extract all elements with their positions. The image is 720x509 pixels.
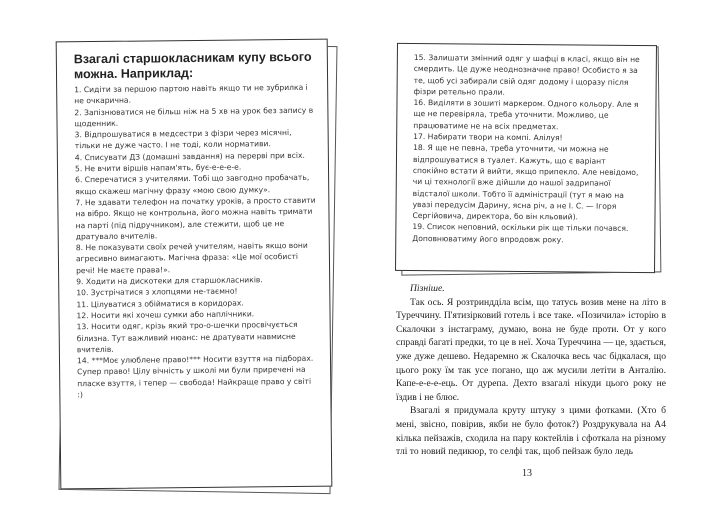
list-item: 9. Ходити на дискотеки для старшокласників. — [76, 275, 263, 287]
right-notebook-sheet — [395, 43, 657, 273]
book-prose — [396, 282, 666, 459]
list-item: 14. ***Моє улюблене право!*** Носити взуття на підборах. Супер право! Цілу вічність у школі ми були приречені на пласке взуття, і тепер — свобода! Найкраще право у світі :) — [76, 353, 314, 400]
list-item: 3. Відпрошуватися в медсестри з фізри через місячні, тільки не дуже часто. І не тоді, коли нормативи. — [74, 128, 292, 151]
list-item: 2. Запізнюватися не більш ніж на 5 хв на урок без запису в щоденник. — [74, 105, 314, 129]
list-item: 17. Набирати твори на компі. Алілуя! — [413, 132, 563, 143]
page-number: 13 — [522, 468, 532, 479]
list-item: 7. Не здавати телефон на початку уроків, а просто ставити на вібро. Якщо не контрольна, його можна навіть тримати на парті (під підручником), але стежити, щоб це не дратувало вчителів. — [75, 195, 316, 242]
list-item: 10. Зустрічатися з хлопцями не-таємно! — [76, 286, 238, 298]
list-item: 4. Списувати ДЗ (домашні завдання) на перерві при всіх. — [74, 150, 305, 163]
left-notebook-sheet — [56, 39, 333, 490]
list-item: 19. Список неповний, оскільки рік ще тільки почався. Доповнюватиму його впродовж року. — [412, 222, 629, 245]
list-item: 5. Не вчити віршів напам'ять, бує-е-е-е-е. — [74, 162, 242, 174]
later-label: Пізніше. — [410, 283, 445, 294]
prose-paragraph: Так ось. Я розтриндділа всім, що татусь возив мене на літо в Туреччину. П'ятизірковий готель і все таке. «Позичила» історію в Скалочки з інстаграму, думаю, вона не буде проти. От у кого справді багаті предки, то це в неї. Хоча Туреччина — це, здається, уже дуже дешево. Недаремно ж Скалочка весь час бідкалася, що цього року їм так усе погано, що аж мусили летіти в Анталію. Капе-е-е-е-ець. От дурепа. Дехто взагалі нікуди цього року не їздив і не блює. — [396, 296, 667, 403]
rights-list-left — [74, 82, 318, 401]
list-item: 1. Сидіти за першою партою навіть якщо ти не зубрилка і не очкарична. — [74, 82, 308, 106]
list-item: 12. Носити які хочеш сумки або наплічники. — [76, 309, 255, 321]
list-item: 13. Носити одяг, крізь який тро-о-шечки просвічується білизна. Тут важливий нюанс: не дратувати навмисне вчителів. — [76, 320, 298, 355]
list-item: 8. Не показувати своїх речей учителям, навіть якщо вони агресивно вимагають. Магічна фраза: «Це мої особисті речі! Не маєте права!». — [75, 240, 308, 275]
note-heading: Взагалі старшокласникам купу всього можна. Наприклад: — [73, 49, 312, 82]
list-item: 11. Цілуватися з обійматися в коридорах. — [76, 298, 244, 309]
list-item: 16. Виділяти в зошиті маркером. Одного кольору. Але я ще не перевіряла, треба уточнити. Можливо, це працюватиме не на всіх предметах. — [413, 98, 639, 132]
list-item: 6. Сперечатися з учителями. Тобі що завгодно пробачать, якщо скажеш магічну фразу «мою свою думку». — [75, 173, 310, 196]
prose-paragraph: Взагалі я придумала круту штуку з цими фотками. (Хто б мені, звісно, повірив, якби не було фоток?) Роздрукувала на А4 кілька пейзажів, сходила на пару коктейлів і сфоткала на різному тлі то новий педикюр, то селфі так, щоб пейзаж було ледь — [396, 405, 666, 458]
list-item: 15. Залишати змінний одяг у шафці в класі, якщо він не смердить. Це дуже неоднозначне право! Особисто я за те, щоб усі забирали свій одяг додому і щоразу після фізри ретельно прали. — [413, 53, 640, 97]
list-item: 18. Я ще не певна, треба уточнити, чи можна не відпрошуватися в туалет. Кажуть, що є варіант спокійно встати й вийти, якщо припекло. Але невідомо, чи ці технології вже дійшли до нашої задрипаної відсталої школи. Тобто її адміністрації (тут я маю на увазі передусім Дарину, ясна річ, а не І. С. — Ігоря Сергійовича, директора, бо він кльовий). — [412, 143, 639, 222]
rights-list-right — [412, 52, 644, 246]
